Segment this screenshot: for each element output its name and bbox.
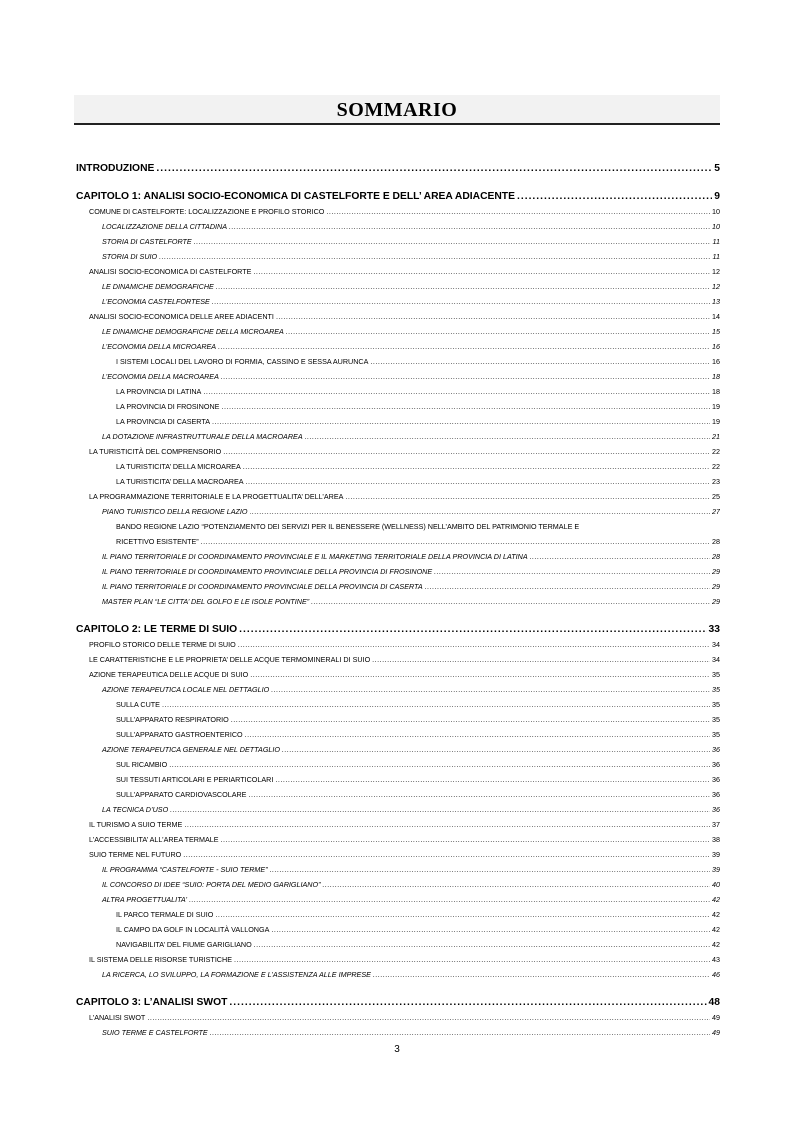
toc-entry[interactable] xyxy=(76,637,720,652)
dot-leader xyxy=(250,504,710,519)
dot-leader xyxy=(248,787,710,802)
toc-entry[interactable] xyxy=(76,459,720,474)
dot-leader xyxy=(282,742,710,757)
toc-entry-title: PIANO TURISTICO DELLA REGIONE LAZIO xyxy=(102,507,248,516)
toc-page-number: 35 xyxy=(712,730,720,739)
toc-entry[interactable] xyxy=(76,579,720,594)
toc-entry[interactable] xyxy=(76,682,720,697)
toc-page-number: 49 xyxy=(712,1028,720,1037)
toc-page-number: 34 xyxy=(712,655,720,664)
dot-leader xyxy=(156,161,712,176)
toc-entry[interactable] xyxy=(76,354,720,369)
dot-leader xyxy=(194,234,711,249)
dot-leader xyxy=(221,399,710,414)
dot-leader xyxy=(215,907,710,922)
toc-entry[interactable] xyxy=(76,264,720,279)
toc-page-number: 36 xyxy=(712,745,720,754)
toc-page-number: 18 xyxy=(712,387,720,396)
toc-page-number: 37 xyxy=(712,820,720,829)
dot-leader xyxy=(253,264,710,279)
toc-page-number: 34 xyxy=(712,640,720,649)
dot-leader xyxy=(234,952,710,967)
dot-leader xyxy=(517,189,712,204)
toc-entry-title: SULL’APPARATO GASTROENTERICO xyxy=(116,730,243,739)
dot-leader xyxy=(221,369,710,384)
toc-page-number: 42 xyxy=(712,910,720,919)
toc-chapter-entry[interactable] xyxy=(76,189,720,204)
dot-leader xyxy=(245,727,710,742)
toc-entry-title: IL TURISMO A SUIO TERME xyxy=(89,820,183,829)
toc-page-number: 42 xyxy=(712,895,720,904)
toc-entry[interactable] xyxy=(76,952,720,967)
toc-entry-title: CAPITOLO 3: L’ANALISI SWOT xyxy=(76,997,228,1008)
toc-entry[interactable] xyxy=(76,817,720,832)
toc-page-number: 29 xyxy=(712,597,720,606)
toc-entry[interactable] xyxy=(76,742,720,757)
toc-entry-title: COMUNE DI CASTELFORTE: LOCALIZZAZIONE E PROFILO STORICO xyxy=(89,207,325,216)
toc-entry[interactable] xyxy=(76,219,720,234)
toc-entry-title: STORIA DI SUIO xyxy=(102,252,158,261)
toc-page-number: 15 xyxy=(712,327,720,336)
dot-leader xyxy=(271,682,710,697)
toc-entry[interactable] xyxy=(76,204,720,219)
toc-page-number: 22 xyxy=(712,462,720,471)
toc-entry[interactable] xyxy=(76,652,720,667)
toc-entry[interactable] xyxy=(76,369,720,384)
toc-entry-title: LE DINAMICHE DEMOGRAFICHE DELLA MICROAREA xyxy=(102,327,284,336)
toc-entry[interactable] xyxy=(76,414,720,429)
dot-leader xyxy=(218,339,710,354)
toc-entry-title: LA PROVINCIA DI CASERTA xyxy=(116,417,210,426)
page-number: 3 xyxy=(394,1044,400,1055)
title-banner xyxy=(74,95,720,125)
toc-entry[interactable] xyxy=(76,474,720,489)
toc-entry-title: L’ANALISI SWOT xyxy=(89,1013,146,1022)
toc-entry[interactable] xyxy=(76,967,720,982)
toc-entry-title: IL PIANO TERRITORIALE DI COORDINAMENTO PROVINCIALE E IL MARKETING TERRITORIALE DELLA PROVINCIA DI LATINA xyxy=(102,552,528,561)
toc-page-number: 36 xyxy=(712,775,720,784)
toc-page-number: 28 xyxy=(712,552,720,561)
dot-leader xyxy=(221,832,710,847)
dot-leader xyxy=(184,817,710,832)
toc-entry-title: L’ECONOMIA CASTELFORTESE xyxy=(102,297,210,306)
toc-page-number: 35 xyxy=(712,670,720,679)
dot-leader xyxy=(212,414,710,429)
toc-entry-title: I SISTEMI LOCALI DEL LAVORO DI FORMIA, CASSINO E SESSA AURUNCA xyxy=(116,357,369,366)
toc-entry[interactable] xyxy=(76,504,720,519)
toc-page-number: 19 xyxy=(712,402,720,411)
toc-entry[interactable] xyxy=(76,697,720,712)
toc-entry-title: IL PROGRAMMA “CASTELFORTE - SUIO TERME” xyxy=(102,865,268,874)
toc-page-number: 13 xyxy=(712,297,720,306)
toc-entry[interactable] xyxy=(76,1010,720,1025)
toc-page-number: 35 xyxy=(712,715,720,724)
dot-leader xyxy=(305,429,710,444)
toc-entry-title: LA RICERCA, LO SVILUPPO, LA FORMAZIONE E L’ASSISTENZA ALLE IMPRESE xyxy=(102,970,371,979)
dot-leader xyxy=(239,622,706,637)
toc-entry[interactable] xyxy=(76,564,720,579)
toc-entry-title: LE DINAMICHE DEMOGRAFICHE xyxy=(102,282,214,291)
dot-leader xyxy=(530,549,710,564)
dot-leader xyxy=(238,637,710,652)
dot-leader xyxy=(162,697,710,712)
toc-page-number: 39 xyxy=(712,865,720,874)
toc-chapter-entry[interactable] xyxy=(76,161,720,176)
dot-leader xyxy=(425,579,710,594)
toc-entry-title: CAPITOLO 1: ANALISI SOCIO-ECONOMICA DI CASTELFORTE E DELL’ AREA ADIACENTE xyxy=(76,191,515,202)
toc-page-number: 22 xyxy=(712,447,720,456)
toc-entry-title: IL SISTEMA DELLE RISORSE TURISTICHE xyxy=(89,955,232,964)
toc-entry[interactable] xyxy=(76,309,720,324)
toc-page-number: 36 xyxy=(712,760,720,769)
dot-leader xyxy=(201,534,710,549)
toc-entry-title: SUI TESSUTI ARTICOLARI E PERIARTICOLARI xyxy=(116,775,274,784)
page-title: SOMMARIO xyxy=(336,99,458,121)
toc-entry-title: STORIA DI CASTELFORTE xyxy=(102,237,192,246)
dot-leader xyxy=(216,279,710,294)
dot-leader xyxy=(276,309,710,324)
toc-entry[interactable] xyxy=(76,339,720,354)
dot-leader xyxy=(271,922,710,937)
toc-entry[interactable] xyxy=(76,832,720,847)
toc-entry-title: SUIO TERME E CASTELFORTE xyxy=(102,1028,208,1037)
toc-page-number: 14 xyxy=(712,312,720,321)
toc-chapter-entry[interactable] xyxy=(76,622,720,637)
toc-entry-title: AZIONE TERAPEUTICA LOCALE NEL DETTAGLIO xyxy=(102,685,270,694)
toc-entry-title: SUL RICAMBIO xyxy=(116,760,168,769)
toc-page-number: 35 xyxy=(712,685,720,694)
toc-entry[interactable] xyxy=(76,519,720,549)
toc-entry-title: SULLA CUTE xyxy=(116,700,160,709)
toc-page-number: 43 xyxy=(712,955,720,964)
toc-entry-title: LA PROGRAMMAZIONE TERRITORIALE E LA PROGETTUALITA’ DELL’AREA xyxy=(89,492,344,501)
dot-leader xyxy=(203,384,710,399)
toc-entry-title: NAVIGABILITA’ DEL FIUME GARIGLIANO xyxy=(116,940,252,949)
toc-page-number: 40 xyxy=(712,880,720,889)
dot-leader xyxy=(212,294,710,309)
toc-entry[interactable] xyxy=(76,937,720,952)
toc-entry[interactable] xyxy=(76,787,720,802)
toc-page-number: 29 xyxy=(712,567,720,576)
toc-page-number: 29 xyxy=(712,582,720,591)
toc-entry[interactable] xyxy=(76,862,720,877)
toc-entry[interactable] xyxy=(76,279,720,294)
toc-page-number: 5 xyxy=(714,163,720,174)
toc-page-number: 35 xyxy=(712,700,720,709)
toc-entry[interactable] xyxy=(76,712,720,727)
toc-entry-title: LA PROVINCIA DI LATINA xyxy=(116,387,202,396)
toc-page-number: 10 xyxy=(712,222,720,231)
toc-entry[interactable] xyxy=(76,892,720,907)
toc-page-number: 46 xyxy=(712,970,720,979)
dot-leader xyxy=(169,757,710,772)
toc-entry-title: IL CONCORSO DI IDEE “SUIO: PORTA DEL MEDIO GARIGLIANO” xyxy=(102,880,321,889)
toc-entry[interactable] xyxy=(76,922,720,937)
dot-leader xyxy=(210,1025,710,1040)
toc-entry-title: IL CAMPO DA GOLF IN LOCALITÀ VALLONGA xyxy=(116,925,270,934)
dot-leader xyxy=(372,652,710,667)
toc-page-number: 12 xyxy=(712,267,720,276)
toc-page-number: 23 xyxy=(712,477,720,486)
toc-page-number: 42 xyxy=(712,940,720,949)
dot-leader xyxy=(311,594,710,609)
toc-page-number: 33 xyxy=(708,624,720,635)
toc-entry-title: LE CARATTERISTICHE E LE PROPRIETA’ DELLE ACQUE TERMOMINERALI DI SUIO xyxy=(89,655,371,664)
toc-page-number: 39 xyxy=(712,850,720,859)
toc-page-number: 9 xyxy=(714,191,720,202)
toc-entry-title: IL PIANO TERRITORIALE DI COORDINAMENTO PROVINCIALE DELLA PROVINCIA DI CASERTA xyxy=(102,582,423,591)
toc-entry-title: L’ACCESSIBILITA’ ALL’AREA TERMALE xyxy=(89,835,219,844)
dot-leader xyxy=(170,802,710,817)
toc-entry-title: SULL’APPARATO CARDIOVASCOLARE xyxy=(116,790,247,799)
toc-entry-title: ANALISI SOCIO-ECONOMICA DELLE AREE ADIACENTI xyxy=(89,312,274,321)
dot-leader xyxy=(286,324,710,339)
toc-page-number: 18 xyxy=(712,372,720,381)
toc-entry-title: LA DOTAZIONE INFRASTRUTTURALE DELLA MACROAREA xyxy=(102,432,303,441)
toc-entry[interactable] xyxy=(76,399,720,414)
dot-leader xyxy=(370,354,710,369)
toc-page-number: 28 xyxy=(712,537,720,546)
toc-entry[interactable] xyxy=(76,294,720,309)
toc-page-number: 19 xyxy=(712,417,720,426)
table-of-contents xyxy=(76,161,720,1040)
toc-entry-title: LA PROVINCIA DI FROSINONE xyxy=(116,402,220,411)
dot-leader xyxy=(229,995,706,1010)
toc-entry[interactable] xyxy=(76,877,720,892)
toc-entry[interactable] xyxy=(76,324,720,339)
dot-leader xyxy=(231,712,710,727)
dot-leader xyxy=(189,892,710,907)
toc-page-number: 12 xyxy=(712,282,720,291)
toc-entry-title: SULL’APPARATO RESPIRATORIO xyxy=(116,715,229,724)
toc-entry[interactable] xyxy=(76,594,720,609)
dot-leader xyxy=(250,667,710,682)
toc-entry[interactable] xyxy=(76,802,720,817)
toc-entry-title: SUIO TERME NEL FUTURO xyxy=(89,850,182,859)
toc-entry-title: LA TURISTICITÀ DEL COMPRENSORIO xyxy=(89,447,222,456)
toc-page-number: 21 xyxy=(712,432,720,441)
toc-page-number: 10 xyxy=(712,207,720,216)
toc-entry-title: AZIONE TERAPEUTICA DELLE ACQUE DI SUIO xyxy=(89,670,249,679)
toc-page-number: 36 xyxy=(712,805,720,814)
toc-entry-title: LA TECNICA D’USO xyxy=(102,805,169,814)
dot-leader xyxy=(434,564,710,579)
dot-leader xyxy=(147,1010,710,1025)
toc-page-number: 38 xyxy=(712,835,720,844)
toc-entry-title-cont: RICETTIVO ESISTENTE” xyxy=(116,537,199,546)
dot-leader xyxy=(159,249,710,264)
toc-entry-title: L’ECONOMIA DELLA MICROAREA xyxy=(102,342,217,351)
toc-page-number: 48 xyxy=(708,997,720,1008)
toc-entry[interactable] xyxy=(76,772,720,787)
toc-entry[interactable] xyxy=(76,757,720,772)
toc-entry-title: MASTER PLAN “LE CITTA’ DEL GOLFO E LE ISOLE PONTINE” xyxy=(102,597,310,606)
toc-entry-title: ANALISI SOCIO-ECONOMICA DI CASTELFORTE xyxy=(89,267,252,276)
toc-entry-title: L’ECONOMIA DELLA MACROAREA xyxy=(102,372,219,381)
toc-page-number: 16 xyxy=(712,357,720,366)
toc-page-number: 25 xyxy=(712,492,720,501)
toc-page-number: 16 xyxy=(712,342,720,351)
dot-leader xyxy=(223,444,710,459)
toc-entry-title: PROFILO STORICO DELLE TERME DI SUIO xyxy=(89,640,236,649)
dot-leader xyxy=(270,862,710,877)
dot-leader xyxy=(326,204,710,219)
toc-entry-title: IL PARCO TERMALE DI SUIO xyxy=(116,910,214,919)
dot-leader xyxy=(246,474,710,489)
toc-entry[interactable] xyxy=(76,234,720,249)
dot-leader xyxy=(345,489,710,504)
toc-entry-title: ALTRA PROGETTUALITA’ xyxy=(102,895,188,904)
toc-page-number: 42 xyxy=(712,925,720,934)
toc-entry[interactable] xyxy=(76,249,720,264)
toc-entry[interactable] xyxy=(76,384,720,399)
toc-entry-title: CAPITOLO 2: LE TERME DI SUIO xyxy=(76,624,238,635)
toc-entry[interactable] xyxy=(76,847,720,862)
toc-page-number: 11 xyxy=(712,252,720,261)
dot-leader xyxy=(254,937,710,952)
toc-entry[interactable] xyxy=(76,444,720,459)
toc-page-number: 36 xyxy=(712,790,720,799)
toc-entry-title: LA TURISTICITA’ DELLA MICROAREA xyxy=(116,462,241,471)
dot-leader xyxy=(243,459,710,474)
toc-entry-title: INTRODUZIONE xyxy=(76,163,155,174)
dot-leader xyxy=(322,877,710,892)
dot-leader xyxy=(373,967,710,982)
toc-entry[interactable] xyxy=(76,727,720,742)
dot-leader xyxy=(229,219,710,234)
toc-page-number: 27 xyxy=(712,507,720,516)
toc-entry-title: BANDO REGIONE LAZIO “POTENZIAMENTO DEI SERVIZI PER IL BENESSERE (WELLNESS) NELL’AMBITO DEL PATRIMONIO TERMALE E xyxy=(116,522,580,531)
dot-leader xyxy=(275,772,710,787)
toc-entry[interactable] xyxy=(76,429,720,444)
dot-leader xyxy=(183,847,710,862)
toc-entry[interactable] xyxy=(76,549,720,564)
toc-entry[interactable] xyxy=(76,667,720,682)
toc-page-number: 11 xyxy=(712,237,720,246)
toc-entry-title: AZIONE TERAPEUTICA GENERALE NEL DETTAGLIO xyxy=(102,745,280,754)
toc-entry-title: IL PIANO TERRITORIALE DI COORDINAMENTO PROVINCIALE DELLA PROVINCIA DI FROSINONE xyxy=(102,567,433,576)
toc-entry-title: LOCALIZZAZIONE DELLA CITTADINA xyxy=(102,222,228,231)
toc-entry[interactable] xyxy=(76,907,720,922)
toc-entry-title: LA TURISTICITA’ DELLA MACROAREA xyxy=(116,477,244,486)
toc-page-number: 49 xyxy=(712,1013,720,1022)
toc-chapter-entry[interactable] xyxy=(76,995,720,1010)
toc-entry[interactable] xyxy=(76,1025,720,1040)
toc-entry[interactable] xyxy=(76,489,720,504)
